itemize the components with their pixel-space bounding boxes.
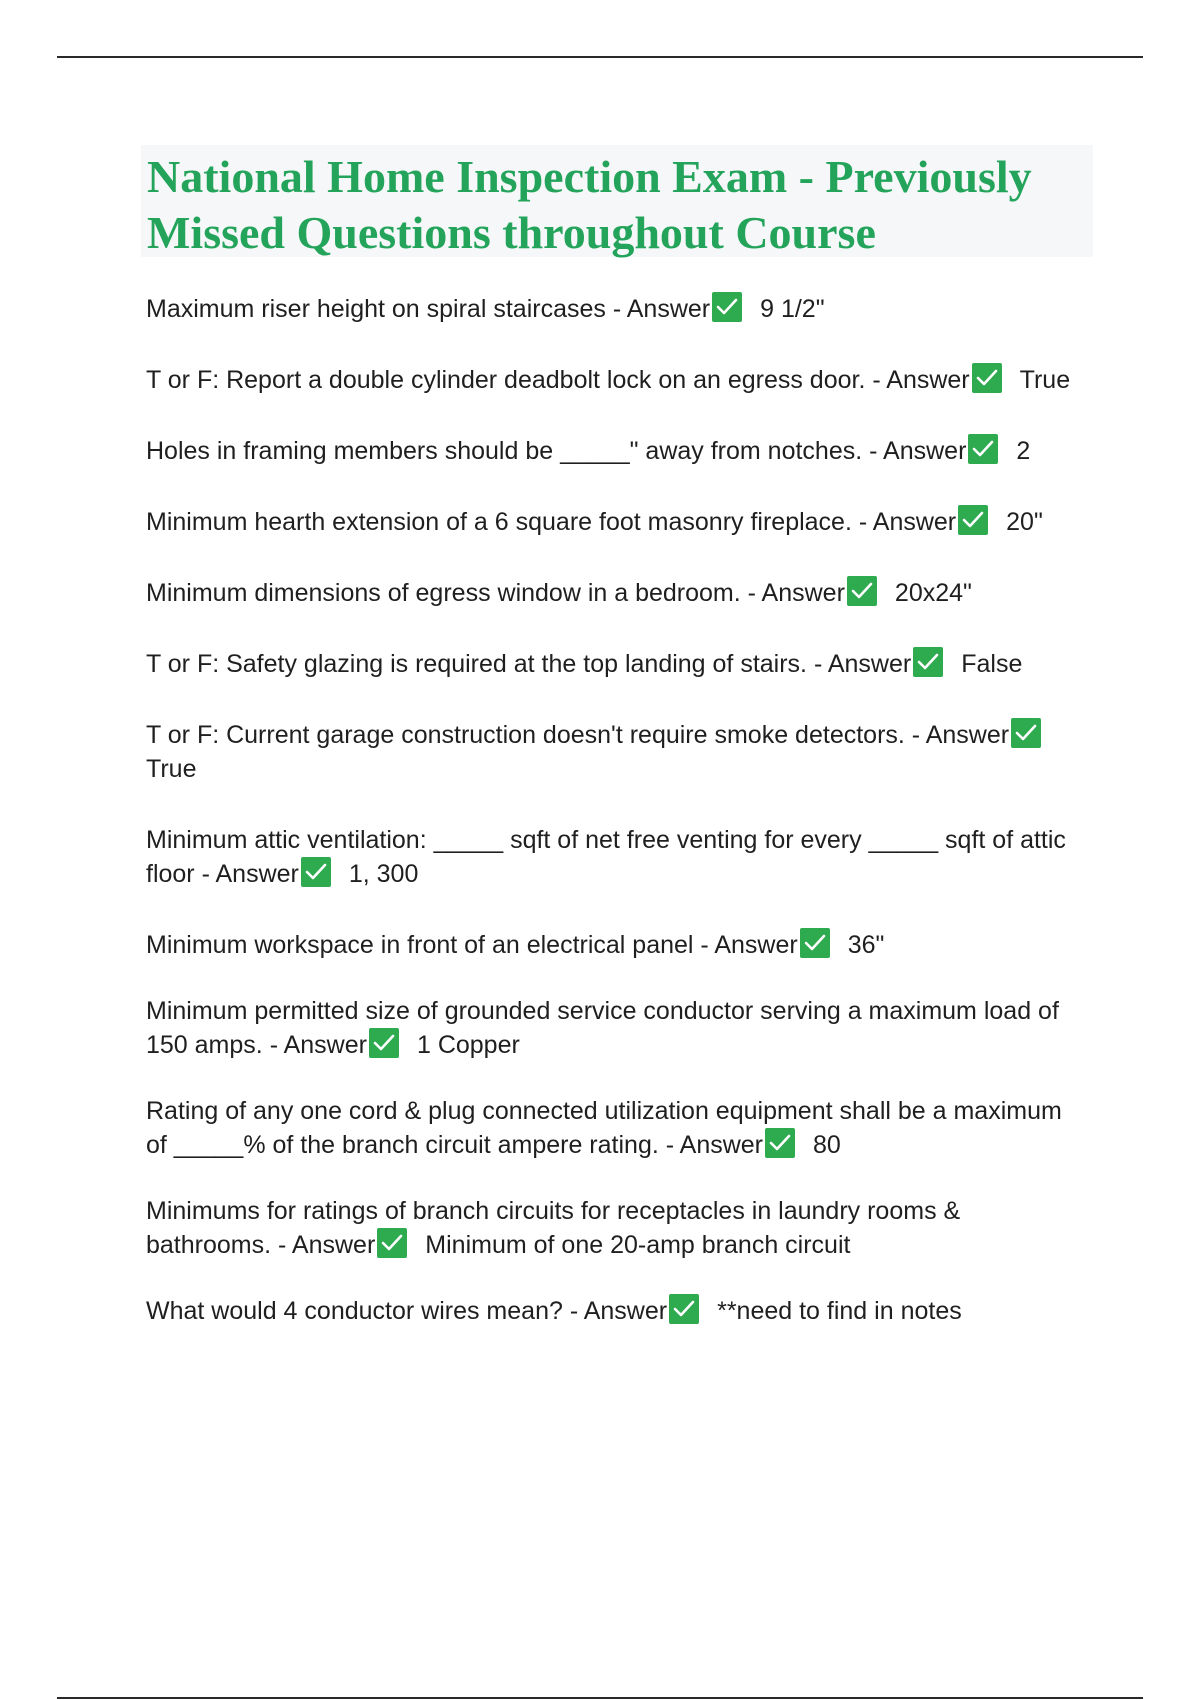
document-title: National Home Inspection Exam - Previously Missed Questions throughout Course (147, 151, 1032, 258)
question-text: Minimum attic ventilation: _____ sqft of net free venting for every _____ sqft of attic floor (146, 826, 1066, 888)
question-text: Rating of any one cord & plug connected utilization equipment shall be a maximum of _____% of the branch circuit ampere rating. (146, 1097, 1062, 1159)
qa-item (146, 1194, 1076, 1262)
checkmark-icon (800, 928, 830, 958)
checkmark-icon (968, 434, 998, 464)
answer-text: 36" (847, 931, 885, 959)
question-text: What would 4 conductor wires mean? (146, 1297, 563, 1325)
checkmark-icon (377, 1228, 407, 1258)
qa-item (146, 363, 1076, 397)
qa-item (146, 292, 1076, 326)
qa-item (146, 928, 1076, 962)
answer-text: **need to find in notes (717, 1297, 962, 1325)
question-text: Minimum hearth extension of a 6 square foot masonry fireplace. (146, 508, 852, 536)
qa-item (146, 505, 1076, 539)
qa-item (146, 994, 1076, 1062)
answer-label: - Answer (747, 579, 845, 607)
question-text: Holes in framing members should be _____" away from notches. (146, 437, 863, 465)
checkmark-icon (669, 1294, 699, 1324)
checkmark-icon (765, 1128, 795, 1158)
checkmark-icon (1011, 718, 1041, 748)
answer-label: - Answer (569, 1297, 668, 1325)
question-text: T or F: Safety glazing is required at the top landing of stairs. (146, 650, 807, 678)
answer-label: - Answer (813, 650, 912, 678)
answer-text: 1, 300 (348, 860, 419, 888)
answer-text: Minimum of one 20-amp branch circuit (425, 1231, 851, 1259)
answer-label: - Answer (911, 721, 1010, 749)
answer-text: False (961, 650, 1023, 678)
answer-label: - Answer (858, 508, 957, 536)
answer-label: - Answer (700, 931, 798, 959)
answer-text: 9 1/2" (760, 295, 825, 323)
checkmark-icon (301, 857, 331, 887)
answer-text: 1 Copper (416, 1031, 520, 1059)
bottom-rule (57, 1697, 1143, 1699)
answer-label: - Answer (869, 437, 967, 465)
top-rule (57, 56, 1143, 58)
checkmark-icon (847, 576, 877, 606)
answer-text: 2 (1016, 437, 1031, 465)
question-text: Minimum dimensions of egress window in a bedroom. (146, 579, 741, 607)
answer-text: 20x24" (894, 579, 972, 607)
answer-label: - Answer (872, 366, 970, 394)
qa-item (146, 718, 1076, 786)
answer-label: - Answer (201, 860, 299, 888)
answer-label: - Answer (269, 1031, 367, 1059)
question-text: T or F: Report a double cylinder deadbolt lock on an egress door. (146, 366, 866, 394)
checkmark-icon (958, 505, 988, 535)
qa-item (146, 1294, 1076, 1328)
question-text: Minimum workspace in front of an electrical panel (146, 931, 694, 959)
answer-label: - Answer (278, 1231, 376, 1259)
title-block (141, 145, 1093, 257)
qa-item (146, 576, 1076, 610)
answer-text: 20" (1006, 508, 1043, 536)
checkmark-icon (712, 292, 742, 322)
answer-label: - Answer (612, 295, 711, 323)
checkmark-icon (913, 647, 943, 677)
question-text: T or F: Current garage construction doesn't require smoke detectors. (146, 721, 905, 749)
qa-item (146, 434, 1076, 468)
question-text: Maximum riser height on spiral staircases (146, 295, 606, 323)
qa-item (146, 1094, 1076, 1162)
checkmark-icon (369, 1028, 399, 1058)
question-text: Minimums for ratings of branch circuits for receptacles in laundry rooms & bathrooms. (146, 1197, 961, 1259)
answer-text: True (146, 755, 197, 783)
checkmark-icon (972, 363, 1002, 393)
qa-item (146, 823, 1076, 891)
answer-label: - Answer (665, 1131, 764, 1159)
answer-text: 80 (813, 1131, 841, 1159)
qa-list (146, 292, 1076, 1360)
answer-text: True (1019, 366, 1071, 394)
question-text: Minimum permitted size of grounded service conductor serving a maximum load of 150 amps. (146, 997, 1059, 1059)
qa-item (146, 647, 1076, 681)
